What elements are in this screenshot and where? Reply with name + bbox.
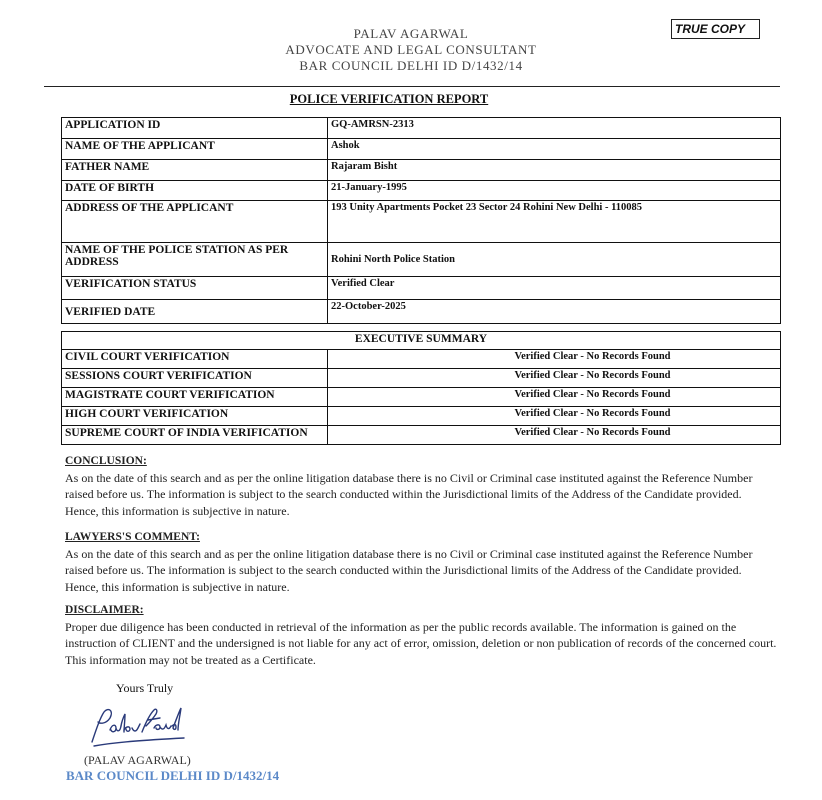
lawyers-comment-text: As on the date of this search and as per the online litigation database there is no Civil or Criminal case instituted against the Reference Number raised before us. The information is subject to the search conducted within the Jurisdictional limits of the Address of the Candidate provided. Hence, this information is subjective in nature.: [65, 546, 753, 594]
disclaimer-section: [65, 602, 777, 668]
closing-salutation: Yours Truly: [116, 681, 174, 695]
disclaimer-text: Proper due diligence has been conducted in retrieval of the information as per the public records available. The information is gained on the instruction of CLIENT and the undersigned is not liable for any act of error, omission, deletion or non publication of records of the concerned court. This information may not be treated as a Certificate.: [65, 619, 777, 667]
summary-value: Verified Clear - No Records Found: [328, 388, 781, 407]
signatory-name: (PALAV AGARWAL): [84, 753, 191, 767]
summary-label: CIVIL COURT VERIFICATION: [62, 350, 328, 369]
table-row: [62, 369, 781, 388]
table-row: [62, 201, 781, 243]
advocate-designation: ADVOCATE AND LEGAL CONSULTANT: [285, 42, 537, 57]
signatory-bar-id: BAR COUNCIL DELHI ID D/1432/14: [66, 768, 280, 783]
conclusion-heading: CONCLUSION:: [65, 455, 147, 467]
detail-label: NAME OF THE APPLICANT: [62, 139, 328, 160]
detail-value: Ashok: [328, 139, 781, 160]
table-row: [62, 277, 781, 300]
table-row: [62, 407, 781, 426]
table-row: [62, 160, 781, 181]
advocate-name: PALAV AGARWAL: [353, 26, 469, 41]
summary-label: MAGISTRATE COURT VERIFICATION: [62, 388, 328, 407]
detail-label: DATE OF BIRTH: [62, 181, 328, 201]
table-row: [62, 118, 781, 139]
detail-value: Rajaram Bisht: [328, 160, 781, 181]
detail-label: VERIFICATION STATUS: [62, 277, 328, 300]
summary-value: Verified Clear - No Records Found: [328, 426, 781, 445]
header-divider: [44, 86, 780, 87]
summary-value: Verified Clear - No Records Found: [328, 407, 781, 426]
detail-label: APPLICATION ID: [62, 118, 328, 139]
summary-label: HIGH COURT VERIFICATION: [62, 407, 328, 426]
detail-label: ADDRESS OF THE APPLICANT: [62, 201, 328, 243]
executive-summary-table: [61, 331, 781, 445]
detail-value: Rohini North Police Station: [328, 243, 781, 277]
true-copy-stamp: TRUE COPY: [671, 19, 760, 39]
advocate-bar-id: BAR COUNCIL DELHI ID D/1432/14: [299, 58, 523, 73]
summary-value: Verified Clear - No Records Found: [328, 350, 781, 369]
handwritten-signature: [86, 702, 196, 755]
conclusion-text: As on the date of this search and as per the online litigation database there is no Civil or Criminal case instituted against the Reference Number raised before us. The information is subject to the search conducted within the Jurisdictional limits of the Address of the Candidate provided. Hence, this information is subjective in nature.: [65, 470, 753, 518]
disclaimer-heading: DISCLAIMER:: [65, 604, 144, 616]
lawyers-comment-section: [65, 529, 777, 595]
table-row: [62, 350, 781, 369]
lawyers-comment-heading: LAWYERS'S COMMENT:: [65, 531, 200, 543]
detail-value: 193 Unity Apartments Pocket 23 Sector 24 Rohini New Delhi - 110085: [328, 201, 781, 243]
report-title: POLICE VERIFICATION REPORT: [289, 92, 489, 106]
executive-summary-title: EXECUTIVE SUMMARY: [62, 332, 781, 350]
summary-label: SUPREME COURT OF INDIA VERIFICATION: [62, 426, 328, 445]
table-row: [62, 388, 781, 407]
applicant-details-table: [61, 117, 781, 324]
detail-label: NAME OF THE POLICE STATION AS PER ADDRESS: [62, 243, 328, 277]
table-row: [62, 332, 781, 350]
table-row: [62, 426, 781, 445]
table-row: [62, 300, 781, 324]
detail-label: FATHER NAME: [62, 160, 328, 181]
detail-label: VERIFIED DATE: [62, 300, 328, 324]
detail-value: Verified Clear: [328, 277, 781, 300]
summary-value: Verified Clear - No Records Found: [328, 369, 781, 388]
detail-value: 21-January-1995: [328, 181, 781, 201]
table-row: [62, 139, 781, 160]
table-row: [62, 181, 781, 201]
table-row: [62, 243, 781, 277]
summary-label: SESSIONS COURT VERIFICATION: [62, 369, 328, 388]
conclusion-section: [65, 453, 777, 519]
detail-value: GQ-AMRSN-2313: [328, 118, 781, 139]
detail-value: 22-October-2025: [328, 300, 781, 324]
